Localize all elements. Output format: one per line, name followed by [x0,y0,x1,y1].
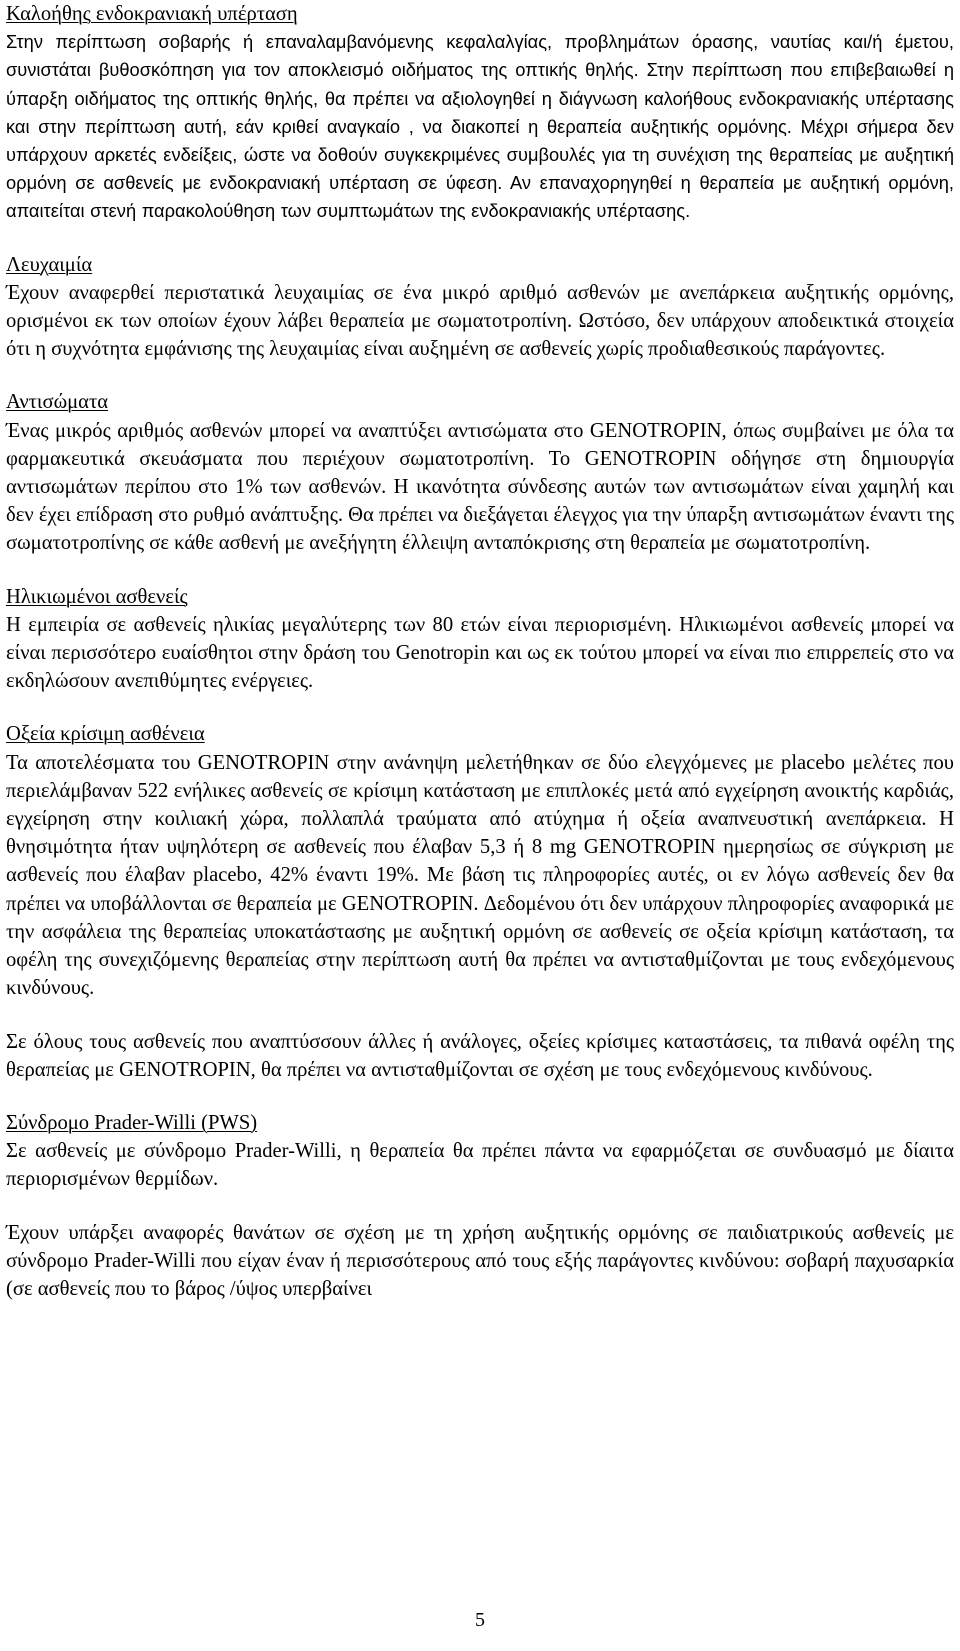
section-benign-intracranial-hypertension [6,0,954,226]
paragraph: Ένας μικρός αριθμός ασθενών μπορεί να αναπτύξει αντισώματα στο GENOTROPIN, όπως συμβαίνει με όλα τα φαρμακευτικά σκευάσματα που περιέχουν σωματοτροπίνη. Το GENOTROPIN οδήγησε στη δημιουργία αντισωμάτων περίπου στο 1% των ασθενών. Η ικανότητα σύνδεσης αυτών των αντισωμάτων είναι χαμηλή και δεν έχει επίδραση στο ρυθμό ανάπτυξης. Θα πρέπει να διεξάγεται έλεγχος για την ύπαρξη αντισωμάτων έναντι της σωματοτροπίνης σε κάθε ασθενή με ανεξήγητη έλλειψη ανταπόκρισης στη θεραπεία με σωματοτροπίνη. [6,419,954,555]
section-antibodies [6,388,954,557]
paragraph: Σε όλους τους ασθενείς που αναπτύσσουν άλλες ή ανάλογες, οξείες κρίσιμες καταστάσεις, τα πιθανά οφέλη της θεραπείας με GENOTROPIN, θα πρέπει να αντισταθμίζονται σε σχέση με τους ενδεχόμενους κινδύνους. [6,1030,954,1081]
section-heading: Αντισώματα [6,391,109,414]
section-heading: Ηλικιωμένοι ασθενείς [6,585,188,608]
paragraph: Έχουν υπάρξει αναφορές θανάτων σε σχέση με τη χρήση αυξητικής ορμόνης σε παιδιατρικούς ασθενείς με σύνδρομο Prader-Willi που είχαν έναν ή περισσότερους από τους εξής παράγοντες κινδύνου: σοβαρή παχυσαρκία (σε ασθενείς που το βάρος /ύψος υπερβαίνει [6,1221,954,1300]
paragraph: Έχουν αναφερθεί περιστατικά λευχαιμίας σε ένα μικρό αριθμό ασθενών με ανεπάρκεια αυξητικής ορμόνης, ορισμένοι εκ των οποίων έχουν λάβει θεραπεία με σωματοτροπίνη. Ωστόσο, δεν υπάρχουν αποδεικτικά στοιχεία ότι η συχνότητα εμφάνισης της λευχαιμίας είναι αυξημένη σε ασθενείς χωρίς προδιαθεσικούς παράγοντες. [6,281,954,361]
section-leukaemia [6,251,954,364]
section-elderly-patients [6,583,954,696]
section-acute-critical-illness [6,720,954,1002]
paragraph: Τα αποτελέσματα του GENOTROPIN στην ανάνηψη μελετήθηκαν σε δύο ελεγχόμενες με placebo μελέτες που περιελάμβαναν 522 ενήλικες ασθενείς σε κρίσιμη κατάσταση με επιπλοκές μετά από εγχείρηση ανοικτής καρδιάς, εγχείρηση στην κοιλιακή χώρα, πολλαπλά τραύματα από ατύχημα ή οξεία αναπνευστική ανεπάρκεια. Η θνησιμότητα ήταν υψηλότερη σε ασθενείς που έλαβαν 5,3 ή 8 mg GENOTROPIN ημερησίως σε σύγκριση με ασθενείς που έλαβαν placebo, 42% έναντι 19%. Με βάση τις πληροφορίες αυτές, οι εν λόγω ασθενείς δεν θα πρέπει να υποβάλλονται σε θεραπεία με GENOTROPIN. Δεδομένου ότι δεν υπάρχουν πληροφορίες αναφορικά με την ασφάλεια της θεραπείας υποκατάστασης με αυξητική ορμόνη σε ασθενείς σε οξεία κρίσιμη κατάσταση, τα οφέλη της συνεχιζόμενης θεραπείας στην περίπτωση αυτή θα πρέπει να αντισταθμίζονται με τους ενδεχόμενους κινδύνους. [6,751,954,1000]
paragraph: Στην περίπτωση σοβαρής ή επαναλαμβανόμενης κεφαλαλγίας, προβλημάτων όρασης, ναυτίας και/ή έμετου, συνιστάται βυθοσκόπηση για τον αποκλεισμό οιδήματος της οπτικής θηλής. Στην περίπτωση που επιβεβαιωθεί η ύπαρξη οιδήματος της οπτικής θηλής, θα πρέπει να αξιολογηθεί η διάγνωση καλοήθους ενδοκρανιακής υπέρτασης και στην περίπτωση αυτή, εάν κριθεί αναγκαίο , να διακοπεί η θεραπεία αυξητικής ορμόνης. Μέχρι σήμερα δεν υπάρχουν αρκετές ενδείξεις, ώστε να δοθούν συγκεκριμένες συμβουλές για τη συνέχιση της θεραπείας με αυξητική ορμόνη σε ασθενείς με ενδοκρανιακή υπέρταση σε ύφεση. Αν επαναχορηγηθεί η θεραπεία με αυξητική ορμόνη, απαιτείται στενή παρακολούθηση των συμπτωμάτων της ενδοκρανιακής υπέρτασης. [6,31,954,222]
section-prader-willi-continued [6,1219,954,1304]
paragraph: Η εμπειρία σε ασθενείς ηλικίας μεγαλύτερης των 80 ετών είναι περιορισμένη. Ηλικιωμένοι ασθενείς μπορεί να είναι περισσότερο ευαίσθητοι στην δράση του Genotropin και ως εκ τούτου μπορεί να είναι πιο επιρρεπείς στο να εκδηλώσουν ανεπιθύμητες ενέργειες. [6,613,954,693]
section-prader-willi [6,1109,954,1194]
section-heading: Λευχαιμία [6,253,93,276]
section-acute-critical-illness-continued [6,1028,954,1084]
paragraph: Σε ασθενείς με σύνδρομο Prader-Willi, η θεραπεία θα πρέπει πάντα να εφαρμόζεται σε συνδυασμό με δίαιτα περιορισμένων θερμίδων. [6,1140,954,1191]
document-page [6,0,954,1328]
page-number: 5 [475,1609,485,1631]
section-heading: Σύνδρομο Prader-Willi (PWS) [6,1111,258,1134]
section-heading: Οξεία κρίσιμη ασθένεια [6,723,205,746]
section-heading: Καλοήθης ενδοκρανιακή υπέρταση [6,3,298,25]
